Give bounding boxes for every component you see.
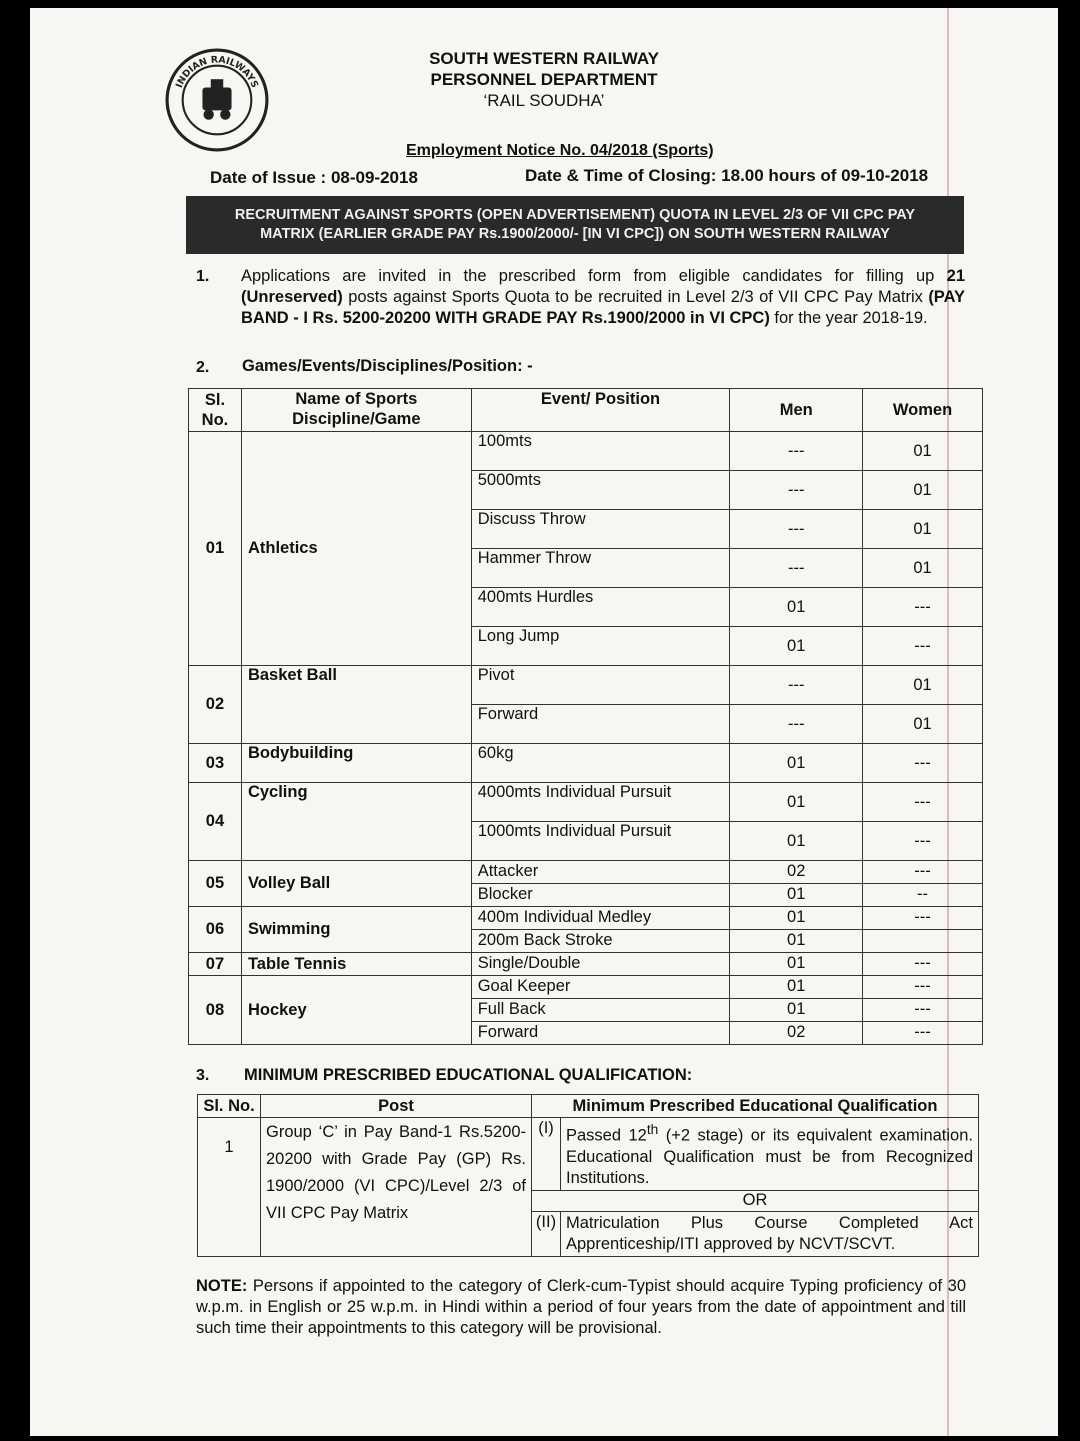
closing-date	[525, 166, 928, 186]
q1-sup: th	[646, 1122, 659, 1137]
qth-qual: Minimum Prescribed Educational Qualification	[532, 1095, 979, 1118]
cell-event: 1000mts Individual Pursuit	[471, 822, 730, 861]
cell-event: Pivot	[471, 666, 730, 705]
cell-women: ---	[863, 822, 983, 861]
q2-num: (II)	[532, 1211, 561, 1256]
cell-event: 400mts Hurdles	[471, 588, 730, 627]
recruitment-banner	[186, 196, 964, 254]
cell-men: ---	[730, 471, 863, 510]
cell-men: 01	[730, 627, 863, 666]
cell-men: ---	[730, 705, 863, 744]
th-sl: Sl. No.	[189, 389, 242, 432]
q1-text	[561, 1118, 979, 1191]
letterhead	[30, 48, 1058, 111]
cell-women: --	[863, 884, 983, 907]
table-row	[189, 666, 983, 705]
cell-men: 01	[730, 783, 863, 822]
cell-event: Full Back	[471, 999, 730, 1022]
cell-women: ---	[863, 976, 983, 999]
cell-event: Forward	[471, 705, 730, 744]
cell-sl: 04	[189, 783, 242, 861]
cell-event: Discuss Throw	[471, 510, 730, 549]
dept-name: PERSONNEL DEPARTMENT	[430, 70, 658, 89]
section-1-paragraph	[241, 266, 965, 329]
cell-men: 01	[730, 976, 863, 999]
cell-discipline: Cycling	[241, 783, 471, 861]
cell-discipline: Swimming	[241, 907, 471, 953]
closing-label: Date & Time of Closing:	[525, 166, 717, 185]
sports-table-body	[189, 432, 983, 1045]
s1-bold-a: 21 (Unreserved)	[241, 267, 965, 306]
cell-men: ---	[730, 549, 863, 588]
cell-discipline: Bodybuilding	[241, 744, 471, 783]
table-row	[189, 744, 983, 783]
q1-pre: Passed 12	[566, 1126, 647, 1145]
cell-men: 01	[730, 930, 863, 953]
cell-men: ---	[730, 432, 863, 471]
cell-sl: 01	[189, 432, 242, 666]
cell-event: Forward	[471, 1022, 730, 1045]
cell-discipline: Basket Ball	[241, 666, 471, 744]
table-row	[189, 861, 983, 884]
office-name: ‘RAIL SOUDHA’	[483, 91, 605, 110]
q-or: OR	[532, 1190, 979, 1211]
th-women: Women	[863, 389, 983, 432]
cell-women: 01	[863, 705, 983, 744]
cell-sl: 05	[189, 861, 242, 907]
table-row	[189, 976, 983, 999]
q1-post: (+2 stage) or its equivalent examination. Educational Qualification must be from Recognized Institutions.	[566, 1126, 973, 1187]
cell-women: ---	[863, 999, 983, 1022]
cell-sl: 02	[189, 666, 242, 744]
banner-line-2: MATRIX (EARLIER GRADE PAY Rs.1900/2000/- [IN VI CPC]) ON SOUTH WESTERN RAILWAY	[260, 226, 890, 242]
table-row	[189, 783, 983, 822]
logo-text: INDIAN RAILWAYS	[173, 54, 261, 90]
table-row	[189, 432, 983, 471]
s1-text-b: posts against Sports Quota to be recruited in Level 2/3 of VII CPC Pay Matrix	[342, 288, 929, 306]
cell-event: Blocker	[471, 884, 730, 907]
qth-post: Post	[261, 1095, 532, 1118]
s1-bold-b: (PAY BAND - I Rs. 5200-20200 WITH GRADE PAY Rs.1900/2000 in VI CPC)	[241, 288, 965, 327]
s1-text-c: for the year 2018-19.	[769, 309, 928, 327]
cell-discipline: Table Tennis	[241, 953, 471, 976]
note-paragraph	[196, 1276, 966, 1339]
q-post: Group ‘C’ in Pay Band-1 Rs.5200-20200 with Grade Pay (GP) Rs. 1900/2000 (VI CPC)/Level 2/3 of VII CPC Pay Matrix	[261, 1118, 532, 1257]
th-men: Men	[730, 389, 863, 432]
q-sl: 1	[198, 1118, 261, 1257]
cell-women: 01	[863, 432, 983, 471]
section-3-title: MINIMUM PRESCRIBED EDUCATIONAL QUALIFICATION:	[244, 1066, 693, 1084]
section-3-number: 3.	[196, 1067, 210, 1084]
cell-men: 01	[730, 822, 863, 861]
cell-women: 01	[863, 549, 983, 588]
cell-discipline: Volley Ball	[241, 861, 471, 907]
table-row	[189, 953, 983, 976]
th-name: Name of Sports Discipline/Game	[241, 389, 471, 432]
cell-women: ---	[863, 1022, 983, 1045]
section-2-number: 2.	[196, 359, 210, 376]
cell-men: 02	[730, 861, 863, 884]
table-row	[189, 907, 983, 930]
cell-discipline: Athletics	[241, 432, 471, 666]
cell-men: 01	[730, 744, 863, 783]
qth-sl: Sl. No.	[198, 1095, 261, 1118]
cell-sl: 06	[189, 907, 242, 953]
cell-sl: 03	[189, 744, 242, 783]
cell-sl: 08	[189, 976, 242, 1045]
q2-text: Matriculation Plus Course Completed Act Apprenticeship/ITI approved by NCVT/SCVT.	[561, 1211, 979, 1256]
cell-women: ---	[863, 953, 983, 976]
closing-value: 18.00 hours of 09-10-2018	[721, 166, 929, 185]
cell-event: 5000mts	[471, 471, 730, 510]
document-page	[30, 8, 1058, 1436]
cell-event: 200m Back Stroke	[471, 930, 730, 953]
note-label: NOTE:	[196, 1277, 248, 1295]
sports-table	[188, 388, 983, 1045]
cell-sl: 07	[189, 953, 242, 976]
cell-event: Single/Double	[471, 953, 730, 976]
issue-date	[210, 168, 418, 188]
s1-text-a: Applications are invited in the prescribed form from eligible candidates for filling up	[241, 267, 947, 285]
cell-women: ---	[863, 907, 983, 930]
banner-line-1: RECRUITMENT AGAINST SPORTS (OPEN ADVERTISEMENT) QUOTA IN LEVEL 2/3 OF VII CPC PAY	[234, 207, 916, 223]
q1-num: (I)	[532, 1118, 561, 1191]
cell-women	[863, 930, 983, 953]
cell-event: Goal Keeper	[471, 976, 730, 999]
th-event: Event/ Position	[471, 389, 730, 432]
cell-event: Attacker	[471, 861, 730, 884]
cell-men: 01	[730, 999, 863, 1022]
cell-women: ---	[863, 627, 983, 666]
cell-men: 02	[730, 1022, 863, 1045]
cell-event: 4000mts Individual Pursuit	[471, 783, 730, 822]
cell-men: 01	[730, 907, 863, 930]
org-name: SOUTH WESTERN RAILWAY	[429, 49, 659, 68]
cell-event: 100mts	[471, 432, 730, 471]
cell-women: ---	[863, 588, 983, 627]
issue-value: 08-09-2018	[330, 168, 418, 187]
note-text: Persons if appointed to the category of Clerk-cum-Typist should acquire Typing proficiency of 30 w.p.m. in English or 25 w.p.m. in Hindi within a period of four years from the date of appointment and till such time their appointments to this category will be provisional.	[196, 1277, 966, 1337]
cell-men: 01	[730, 953, 863, 976]
section-2-title: Games/Events/Disciplines/Position: -	[242, 357, 533, 375]
cell-women: ---	[863, 783, 983, 822]
cell-event: 400m Individual Medley	[471, 907, 730, 930]
cell-event: Hammer Throw	[471, 549, 730, 588]
notice-title: Employment Notice No. 04/2018 (Sports)	[406, 142, 714, 159]
cell-women: 01	[863, 471, 983, 510]
cell-women: ---	[863, 744, 983, 783]
cell-women: 01	[863, 666, 983, 705]
cell-women: ---	[863, 861, 983, 884]
cell-men: ---	[730, 666, 863, 705]
cell-event: Long Jump	[471, 627, 730, 666]
qualification-table	[197, 1094, 979, 1257]
cell-men: 01	[730, 588, 863, 627]
cell-women: 01	[863, 510, 983, 549]
cell-discipline: Hockey	[241, 976, 471, 1045]
section-1-number: 1.	[196, 268, 210, 285]
cell-event: 60kg	[471, 744, 730, 783]
cell-men: ---	[730, 510, 863, 549]
cell-men: 01	[730, 884, 863, 907]
issue-label: Date of Issue :	[210, 168, 327, 187]
